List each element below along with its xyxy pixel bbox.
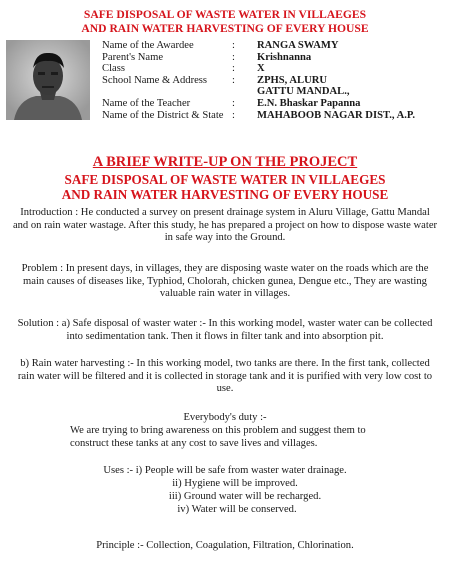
detail-label: Name of the Awardee — [102, 40, 194, 51]
uses-item-1: Uses :- i) People will be safe from waster water drainage. — [103, 465, 347, 476]
uses-item-2: ii) Hygiene will be improved. — [172, 478, 298, 489]
detail-value: MAHABOOB NAGAR DIST., A.P. — [257, 109, 416, 121]
principle-line: Principle :- Collection, Coagulation, Filtration, Chlorination. — [96, 540, 354, 551]
detail-colon: : — [232, 63, 235, 75]
student-portrait-icon — [6, 40, 90, 120]
detail-label: Name of the Teacher — [102, 97, 191, 109]
detail-value: X — [257, 63, 265, 75]
detail-value: Krishnanna — [257, 51, 312, 63]
brief-subtitle-1: SAFE DISPOSAL OF WASTE WATER IN VILLAEGES — [64, 172, 386, 187]
detail-colon: : — [232, 97, 235, 109]
brief-heading: A BRIEF WRITE-UP ON THE PROJECT — [92, 154, 358, 170]
awardee-photo — [6, 40, 90, 120]
solution-a-paragraph: Solution : a) Safe disposal of waster water :- In this working model, waster water can be collected into sedimentation tank. Then it flows in filter tank and into absorption pit. — [17, 318, 433, 342]
duty-paragraph: We are trying to bring awareness on this problem and suggest them to construct these tanks at any cost to save lives and villages. — [70, 425, 366, 449]
brief-subtitle-2: AND RAIN WATER HARVESTING OF EVERY HOUSE — [61, 187, 389, 202]
detail-label: School Name & Address — [102, 74, 208, 86]
solution-b-paragraph: b) Rain water harvesting :- In this working model, two tanks are there. In the first tank, collected rain water will be filtered and it is collected in storage tank and it is purified with very low cost to use. — [17, 358, 433, 395]
detail-value: RANGA SWAMY — [257, 40, 339, 51]
problem-paragraph: Problem : In present days, in villages, they are disposing waste water on the roads which are the main causes of diseases like, Typhiod, Cholorah, chicken gunea, Dengue etc., They are wasting valuable rain water in villages. — [21, 263, 429, 300]
duty-heading: Everybody's duty :- — [183, 412, 267, 423]
detail-colon: : — [232, 40, 235, 51]
detail-label: Parent's Name — [102, 51, 164, 63]
detail-value: E.N. Bhaskar Papanna — [257, 97, 361, 109]
detail-colon: : — [232, 109, 235, 121]
detail-colon: : — [232, 51, 235, 63]
uses-item-4: iv) Water will be conserved. — [177, 504, 297, 515]
uses-item-3: iii) Ground water will be recharged. — [168, 491, 322, 502]
document-title-line-2: AND RAIN WATER HARVESTING OF EVERY HOUSE — [81, 22, 369, 35]
introduction-paragraph: Introduction : He conducted a survey on present drainage system in Aluru Village, Gattu Mandal and on rain water wastage. After this study, he has prepared a project on how to dispose waste water in safe way into the Ground. — [12, 207, 438, 244]
detail-value: ZPHS, ALURU — [257, 74, 328, 86]
detail-label: Class — [102, 63, 125, 75]
detail-label: Name of the District & State — [102, 109, 224, 121]
detail-colon: : — [232, 74, 235, 86]
document-title-line-1: SAFE DISPOSAL OF WASTE WATER IN VILLAEGES — [83, 8, 367, 21]
detail-value: GATTU MANDAL., — [257, 86, 350, 98]
